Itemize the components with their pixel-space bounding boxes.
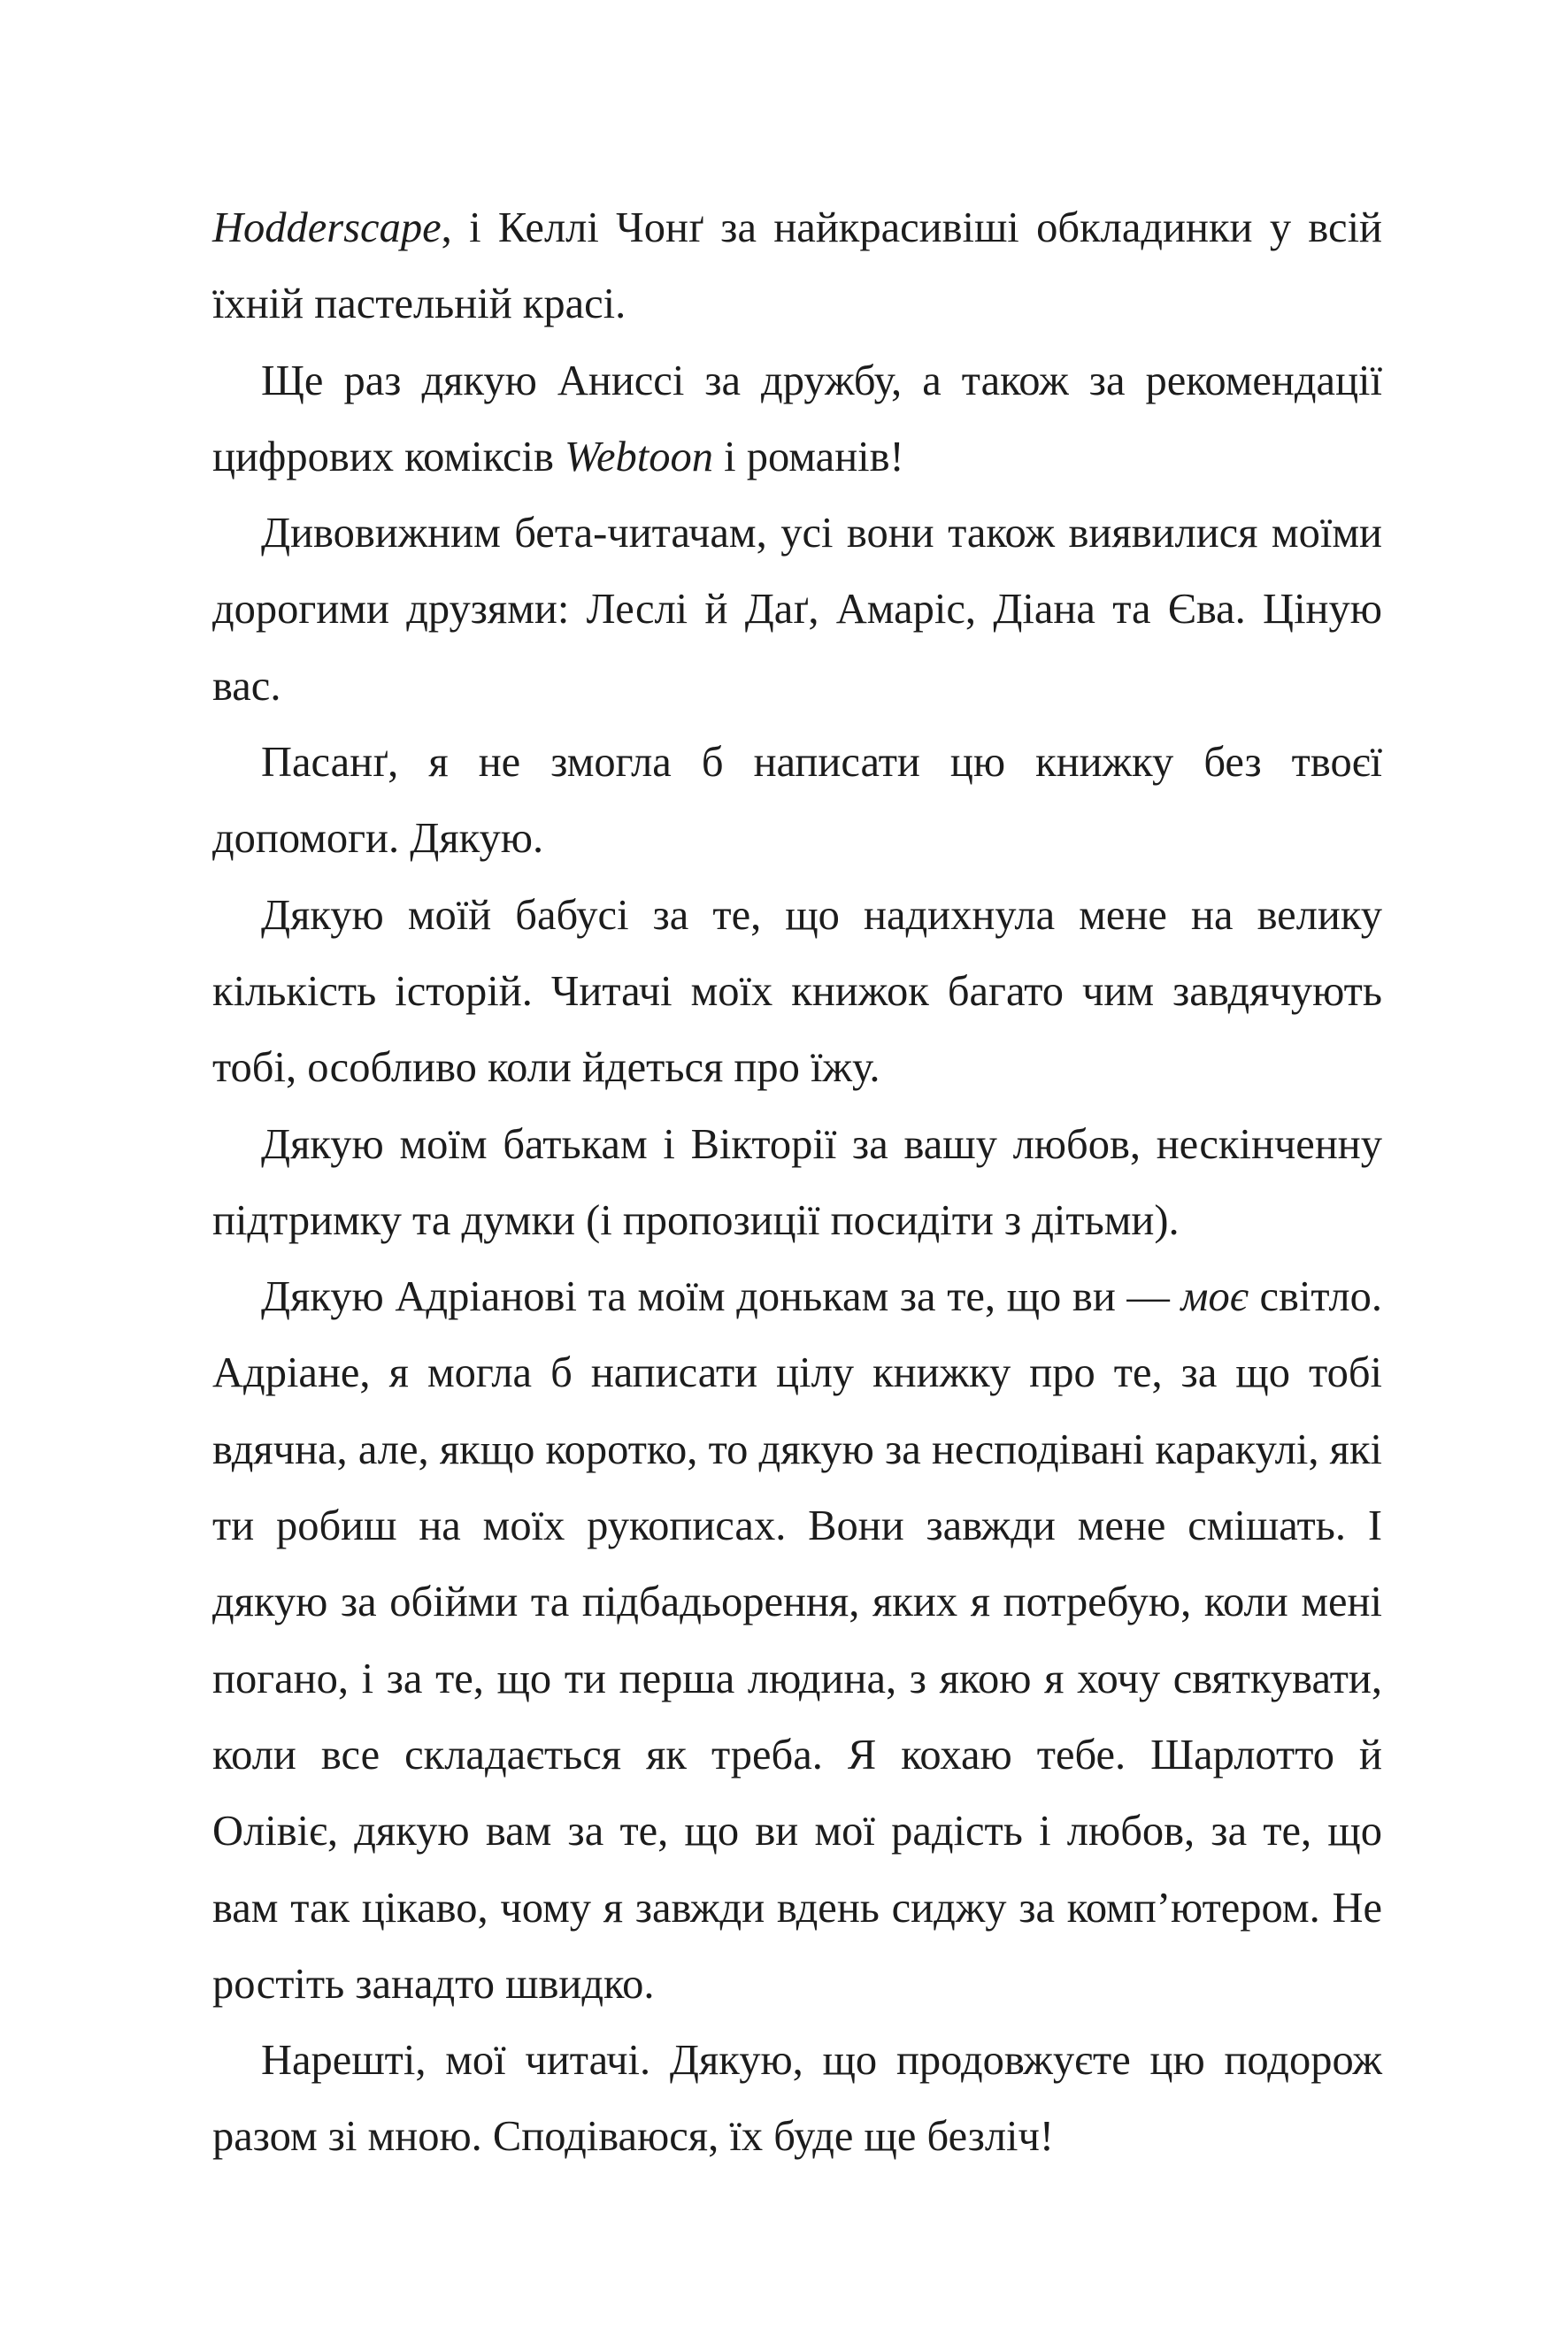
text-run: Ще раз дякую Аниссі за дружбу, а також за рекомендації цифрових коміксів [212, 357, 1382, 480]
text-run: Пасанґ, я не змогла б написати цю книжку без твоєї допомоги. Дякую. [212, 739, 1382, 863]
paragraph-3 [212, 496, 1382, 725]
text-run: Дякую моїм батькам і Вікторії за вашу любов, нескінченну підтримку та думки (і пропозиції посидіти з дітьми). [212, 1120, 1382, 1244]
text-run: Дякую Адріанові та моїм донькам за те, що ви — [261, 1273, 1181, 1321]
paragraph-6 [212, 1107, 1382, 1260]
text-run: Дякую моїй бабусі за те, що надихнула мене на велику кількість історій. Читачі моїх книжок багато чим завдячують тобі, особливо коли йдеться про їжу. [212, 891, 1382, 1092]
text-italic: Webtoon [565, 433, 713, 480]
paragraph-7 [212, 1259, 1382, 2023]
text-italic: Hodderscape [212, 204, 442, 251]
paragraph-1 [212, 190, 1382, 343]
paragraph-4 [212, 725, 1382, 878]
text-run: Нарешті, мої читачі. Дякую, що продовжуєте цю подорож разом зі мною. Сподіваюся, їх буде ще безліч! [212, 2037, 1382, 2161]
text-run: , і Келлі Чонґ за найкрасивіші обкладинки у всій їхній пастельній красі. [212, 204, 1382, 328]
page-body [212, 190, 1382, 2176]
text-run: Дивовижним бета-читачам, усі вони також виявилися моїми дорогими друзями: Леслі й Даґ, Амаріс, Діана та Єва. Ціную вас. [212, 510, 1382, 710]
text-run: і романів! [713, 433, 904, 480]
paragraph-8 [212, 2023, 1382, 2176]
text-run: світло. Адріане, я могла б написати цілу книжку про те, за що тобі вдячна, але, якщо коротко, то дякую за несподівані каракулі, які ти робиш на моїх рукописах. Вони завжди мене смішать. І дякую за обійми та підбадьорення, яких я потребую, коли мені погано, і за те, що ти перша людина, з якою я хочу святкувати, коли все складається як треба. Я кохаю тебе. Шарлотто й Олівіє, дякую вам за те, що ви мої радість і любов, за те, що вам так цікаво, чому я завжди вдень сиджу за комп’ютером. Не ростіть занадто швидко. [212, 1273, 1382, 2008]
paragraph-2 [212, 343, 1382, 496]
text-italic: моє [1180, 1273, 1249, 1321]
paragraph-5 [212, 878, 1382, 1107]
